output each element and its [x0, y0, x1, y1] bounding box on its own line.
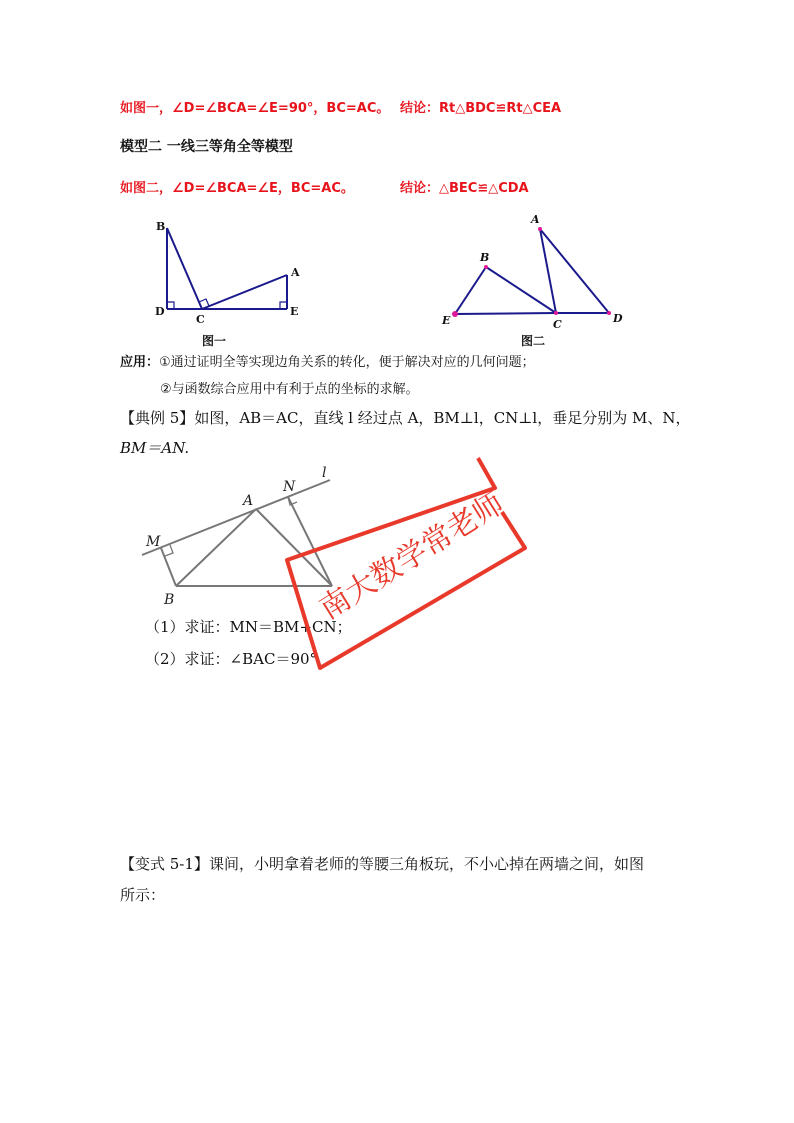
example5-text-2: BM＝AN.: [120, 439, 190, 457]
figure1-conclusion: 结论：Rt△BDC≌Rt△CEA: [400, 101, 562, 116]
example5-tag: 【典例 5】: [120, 409, 195, 427]
variant-text-1: 课间，小明拿着老师的等腰三角板玩，不小心掉在两墙之间，如图: [208, 855, 644, 873]
variant-text-2: 所示：: [120, 886, 166, 904]
application-item-2: ②与函数综合应用中有利于点的坐标的求解。: [160, 382, 419, 397]
fig2-caption: 图二: [521, 334, 546, 347]
fig2-label-b: B: [480, 251, 490, 264]
watermark-stamp: [270, 450, 540, 680]
application-line-1: [120, 351, 535, 370]
example5-label-l: l: [322, 465, 327, 481]
example5-question-1: （1）求证：MN＝BM+CN；: [145, 618, 352, 636]
example5-text-1: 如图，AB＝AC，直线 l 经过点 A，BM⊥l，CN⊥l，垂足分别为 M、N，: [194, 409, 691, 427]
example5-label-n: N: [283, 479, 296, 495]
fig2-label-a: A: [531, 213, 540, 226]
model-title: 模型二 一线三等角全等模型: [120, 139, 293, 155]
example5-label-a: A: [243, 493, 254, 509]
figure2-conclusion: 结论：△BEC≌△CDA: [400, 181, 529, 196]
example5-label-m: M: [146, 534, 161, 550]
watermark-text: 南大数学常老师: [313, 485, 511, 627]
application-label: 应用：: [120, 355, 160, 370]
fig2-label-d: D: [613, 312, 623, 325]
variant-line-1: [120, 853, 644, 874]
figure-two-diagram: [435, 212, 635, 347]
figure-one-diagram: [150, 212, 310, 347]
fig1-label-a: A: [291, 266, 300, 279]
variant-tag: 【变式 5-1】: [120, 855, 209, 873]
fig2-label-c: C: [553, 318, 562, 331]
fig1-caption: 图一: [202, 334, 227, 347]
example5-label-b: B: [164, 592, 175, 608]
fig1-label-d: D: [155, 305, 165, 318]
fig1-label-c: C: [196, 313, 205, 326]
fig2-label-e: E: [442, 314, 451, 327]
fig1-label-e: E: [290, 305, 299, 318]
figure1-condition: 如图一，∠D=∠BCA=∠E=90°，BC=AC。: [120, 101, 390, 116]
fig1-label-b: B: [156, 220, 166, 233]
application-item-1: ①通过证明全等实现边角关系的转化，便于解决对应的几何问题；: [159, 355, 535, 370]
example5-question-2: （2）求证：∠BAC＝90°.: [145, 650, 322, 668]
example5-line-1: [120, 407, 690, 428]
figure2-condition: 如图二，∠D=∠BCA=∠E，BC=AC。: [120, 181, 354, 196]
